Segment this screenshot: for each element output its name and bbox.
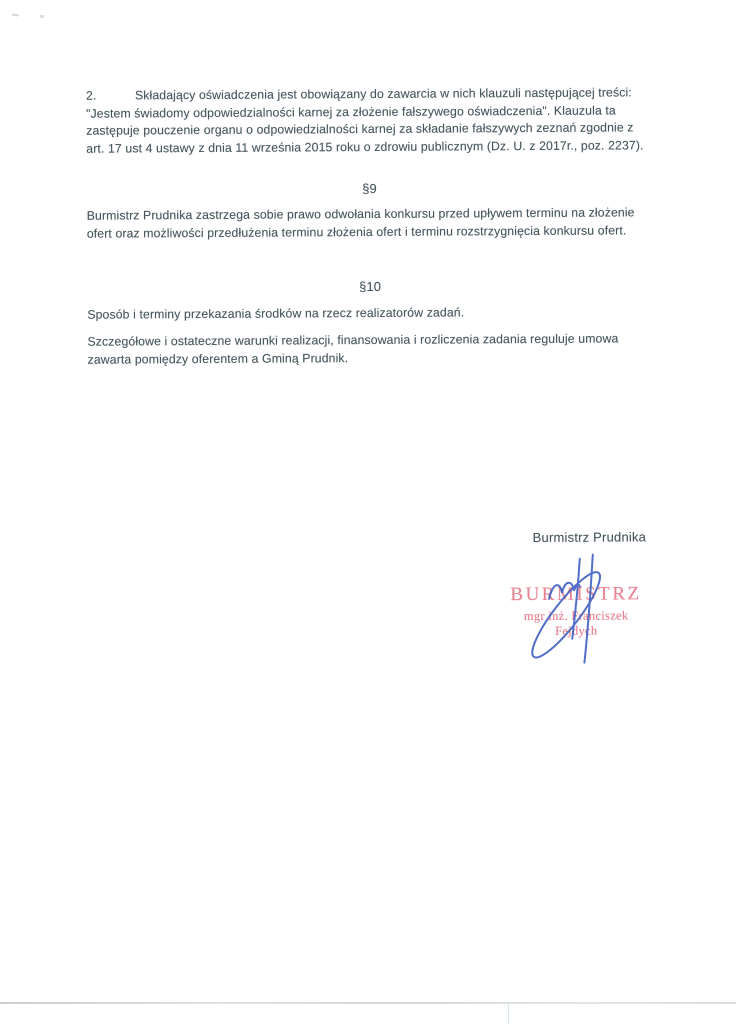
section-9-body: Burmistrz Prudnika zastrzega sobie prawo odwołania konkursu przed upływem terminu na złożenie ofert oraz możliwości przedłużenia terminu złożenia ofert i terminu rozstrzygnięcia konkursu ofert. [86,205,635,241]
scan-edge-artifact [0,1002,736,1004]
document-content [85,0,651,367]
signatory-title: Burmistrz Prudnika [532,529,647,545]
handwritten-signature [513,546,634,667]
section-10-body-2: Szczegółowe i ostateczne warunki realizacji, finansowania i rozliczenia zadania reguluje umowa zawarta pomiędzy oferentem a Gminą Prudnik. [87,331,619,367]
section-10-heading: §10 [359,278,382,295]
clause-paragraph [86,84,652,157]
stamp-office-line: BURMISTRZ [510,583,642,606]
clause-text: Składający oświadczenia jest obowiązany do zawarcia w nich klauzuli następującej treści: "Jestem świadomy odpowiedzialności karnej za złożenie fałszywego oświadczenia". Klauzula ta zastępuje pouczenie organu o odpowiedzialności karnej za składanie fałszywych zeznań zgodnie z art. 17 ust 4 ustawy z dnia 11 września 2015 roku o zdrowiu publicznym (Dz. U. z 2017r., poz. 2237). [86,85,644,156]
section-10-body-1: Sposób i terminy przekazania środków na rzecz realizatorów zadań. [87,305,465,322]
stamp-name-line: mgr inż. Franciszek Fejdych [523,608,629,638]
clause-number: 2. [85,88,97,103]
scan-edge-tick [508,1003,509,1024]
section-9-heading: §9 [362,180,377,197]
